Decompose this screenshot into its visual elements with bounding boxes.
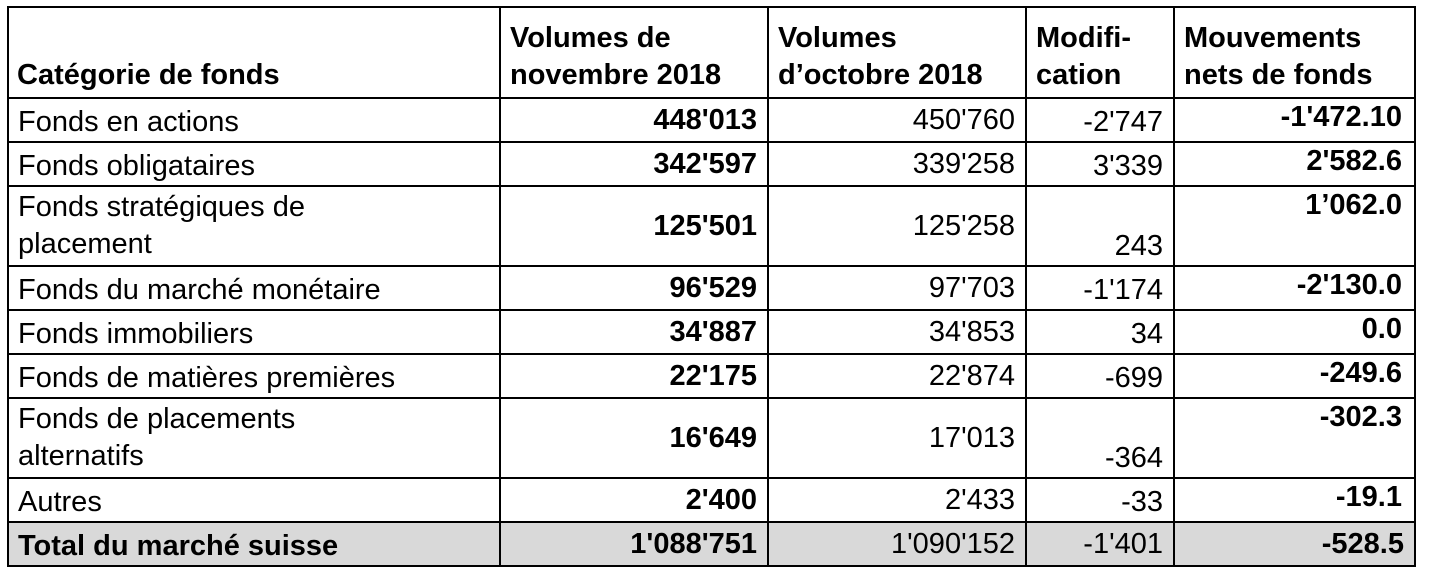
total-november-volume: 1'088'751 bbox=[500, 522, 768, 566]
category-cell: Fonds du marché monétaire bbox=[8, 266, 500, 310]
october-volume-cell: 97'703 bbox=[768, 266, 1026, 310]
table-row bbox=[8, 266, 1415, 310]
total-row bbox=[8, 522, 1415, 566]
november-volume-cell: 2'400 bbox=[500, 478, 768, 522]
total-net-flow: -528.5 bbox=[1174, 522, 1415, 566]
november-volume-cell: 34'887 bbox=[500, 310, 768, 354]
header-modification: Modifi- cation bbox=[1026, 7, 1174, 98]
net-flow-cell: -19.1 bbox=[1174, 478, 1415, 522]
category-cell: Autres bbox=[8, 478, 500, 522]
october-volume-cell: 125'258 bbox=[768, 186, 1026, 266]
total-october-volume: 1'090'152 bbox=[768, 522, 1026, 566]
november-volume-cell: 96'529 bbox=[500, 266, 768, 310]
table-row bbox=[8, 142, 1415, 186]
modification-cell: 243 bbox=[1026, 186, 1174, 266]
table-row bbox=[8, 478, 1415, 522]
modification-cell: -2'747 bbox=[1026, 98, 1174, 142]
november-volume-cell: 448'013 bbox=[500, 98, 768, 142]
table-row bbox=[8, 98, 1415, 142]
modification-cell: -364 bbox=[1026, 398, 1174, 478]
table-row bbox=[8, 310, 1415, 354]
table-row bbox=[8, 398, 1415, 478]
header-october-volumes: Volumes d’octobre 2018 bbox=[768, 7, 1026, 98]
net-flow-cell: -1'472.10 bbox=[1174, 98, 1415, 142]
october-volume-cell: 17'013 bbox=[768, 398, 1026, 478]
category-cell: Fonds en actions bbox=[8, 98, 500, 142]
net-flow-cell: -302.3 bbox=[1174, 398, 1415, 478]
october-volume-cell: 2'433 bbox=[768, 478, 1026, 522]
header-row bbox=[8, 7, 1415, 98]
net-flow-cell: -249.6 bbox=[1174, 354, 1415, 398]
net-flow-cell: 1’062.0 bbox=[1174, 186, 1415, 266]
november-volume-cell: 16'649 bbox=[500, 398, 768, 478]
modification-cell: -33 bbox=[1026, 478, 1174, 522]
november-volume-cell: 342'597 bbox=[500, 142, 768, 186]
november-volume-cell: 22'175 bbox=[500, 354, 768, 398]
october-volume-cell: 450'760 bbox=[768, 98, 1026, 142]
table-row bbox=[8, 186, 1415, 266]
modification-cell: -1'174 bbox=[1026, 266, 1174, 310]
total-label: Total du marché suisse bbox=[8, 522, 500, 566]
category-cell: Fonds obligataires bbox=[8, 142, 500, 186]
net-flow-cell: -2'130.0 bbox=[1174, 266, 1415, 310]
october-volume-cell: 22'874 bbox=[768, 354, 1026, 398]
november-volume-cell: 125'501 bbox=[500, 186, 768, 266]
net-flow-cell: 2'582.6 bbox=[1174, 142, 1415, 186]
fund-volumes-table bbox=[7, 6, 1416, 567]
category-cell: Fonds stratégiques de placement bbox=[8, 186, 500, 266]
modification-cell: -699 bbox=[1026, 354, 1174, 398]
header-net-flows: Mouvements nets de fonds bbox=[1174, 7, 1415, 98]
header-category: Catégorie de fonds bbox=[8, 7, 500, 98]
header-november-volumes: Volumes de novembre 2018 bbox=[500, 7, 768, 98]
category-cell: Fonds de matières premières bbox=[8, 354, 500, 398]
october-volume-cell: 339'258 bbox=[768, 142, 1026, 186]
category-cell: Fonds immobiliers bbox=[8, 310, 500, 354]
modification-cell: 3'339 bbox=[1026, 142, 1174, 186]
total-modification: -1'401 bbox=[1026, 522, 1174, 566]
october-volume-cell: 34'853 bbox=[768, 310, 1026, 354]
table-row bbox=[8, 354, 1415, 398]
modification-cell: 34 bbox=[1026, 310, 1174, 354]
net-flow-cell: 0.0 bbox=[1174, 310, 1415, 354]
category-cell: Fonds de placements alternatifs bbox=[8, 398, 500, 478]
